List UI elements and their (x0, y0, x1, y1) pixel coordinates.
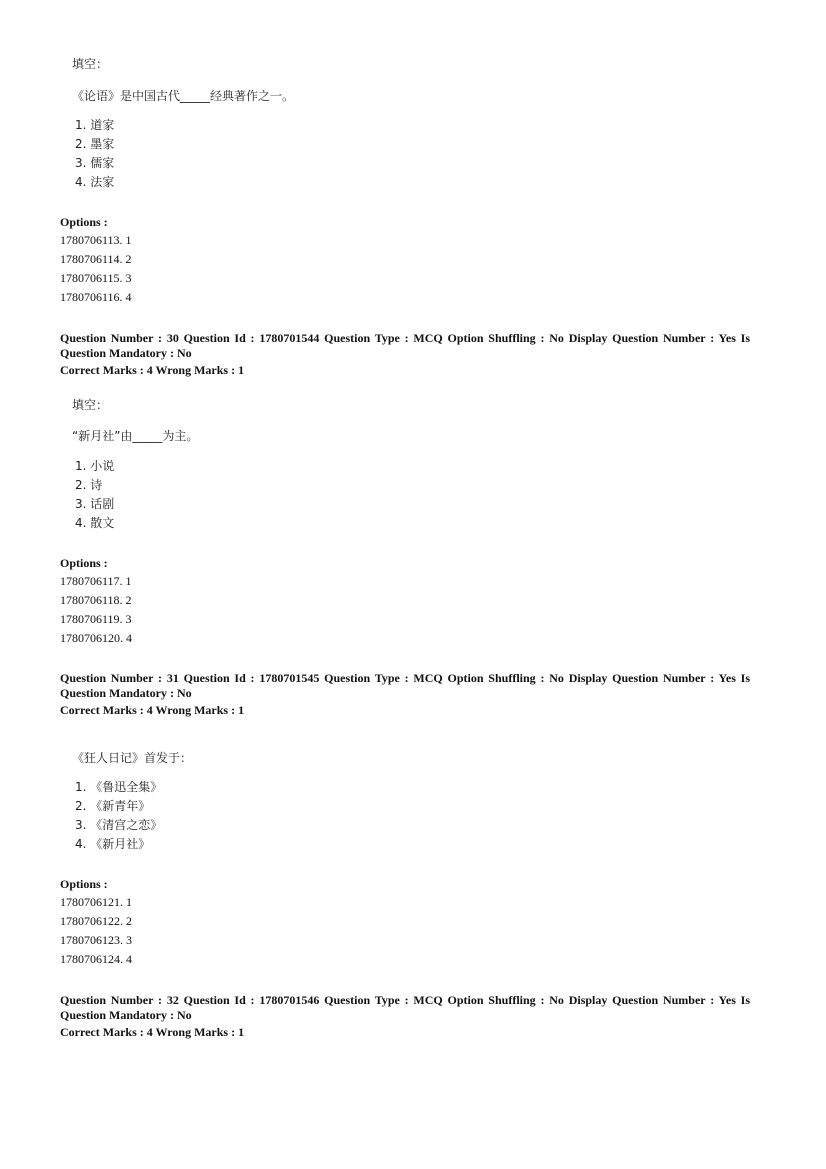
q31-choice-4: 4. 《新月社》 (75, 837, 151, 851)
q29-options-list (60, 231, 132, 307)
q30-choice-3: 3. 话剧 (75, 497, 115, 511)
q31-option-2: 1780706122. 2 (60, 914, 132, 928)
q29-choices (75, 116, 114, 192)
q29-choice-4: 4. 法家 (75, 175, 115, 189)
q30-option-2: 1780706118. 2 (60, 593, 132, 607)
q30-option-4: 1780706120. 4 (60, 631, 132, 645)
q31-choice-1: 1. 《鲁迅全集》 (75, 780, 163, 794)
q31-meta (60, 671, 750, 718)
q29-choice-3: 3. 儒家 (75, 156, 115, 170)
q30-label: 填空： (72, 398, 109, 412)
q29-option-1: 1780706113. 1 (60, 233, 132, 247)
q29-option-3: 1780706115. 3 (60, 271, 132, 285)
q30-options-list (60, 572, 132, 648)
q31-meta-line2: Question Mandatory : No (60, 686, 192, 700)
q31-choices (75, 778, 162, 854)
q31-meta-line1: Question Number : 31 Question Id : 1780701545 Question Type : MCQ Option Shuffling : No Display Question Number : Yes Is (60, 671, 750, 685)
q30-choice-1: 1. 小说 (75, 459, 115, 473)
q30-option-3: 1780706119. 3 (60, 612, 132, 626)
q30-meta-line1: Question Number : 30 Question Id : 1780701544 Question Type : MCQ Option Shuffling : No Display Question Number : Yes Is (60, 331, 750, 345)
q30-meta-line2: Question Mandatory : No (60, 346, 192, 360)
q30-choice-2: 2. 诗 (75, 478, 103, 492)
q29-option-2: 1780706114. 2 (60, 252, 132, 266)
q29-option-4: 1780706116. 4 (60, 290, 132, 304)
q29-options-title: Options : (60, 215, 108, 229)
q31-marks: Correct Marks : 4 Wrong Marks : 1 (60, 703, 245, 717)
q31-choice-2: 2. 《新青年》 (75, 799, 151, 813)
q31-option-3: 1780706123. 3 (60, 933, 132, 947)
q31-options-list (60, 893, 132, 969)
q30-meta (60, 331, 750, 378)
q32-marks: Correct Marks : 4 Wrong Marks : 1 (60, 1025, 245, 1039)
q29-choice-2: 2. 墨家 (75, 137, 115, 151)
q32-meta-line1: Question Number : 32 Question Id : 1780701546 Question Type : MCQ Option Shuffling : No Display Question Number : Yes Is (60, 993, 750, 1007)
q31-options-title: Options : (60, 877, 108, 891)
q30-marks: Correct Marks : 4 Wrong Marks : 1 (60, 363, 245, 377)
q31-option-1: 1780706121. 1 (60, 895, 132, 909)
q30-options-title: Options : (60, 556, 108, 570)
q30-stem: “新月社”由_____为主。 (72, 429, 199, 443)
q31-option-4: 1780706124. 4 (60, 952, 132, 966)
q29-stem: 《论语》是中国古代_____经典著作之一。 (72, 89, 295, 103)
q32-meta-line2: Question Mandatory : No (60, 1008, 192, 1022)
q31-stem: 《狂人日记》首发于： (72, 751, 193, 765)
q30-option-1: 1780706117. 1 (60, 574, 132, 588)
q30-choice-4: 4. 散文 (75, 516, 115, 530)
q31-choice-3: 3. 《清宫之恋》 (75, 818, 163, 832)
q29-label: 填空： (72, 57, 109, 71)
q30-choices (75, 457, 114, 533)
q32-meta (60, 993, 750, 1040)
q29-choice-1: 1. 道家 (75, 118, 115, 132)
